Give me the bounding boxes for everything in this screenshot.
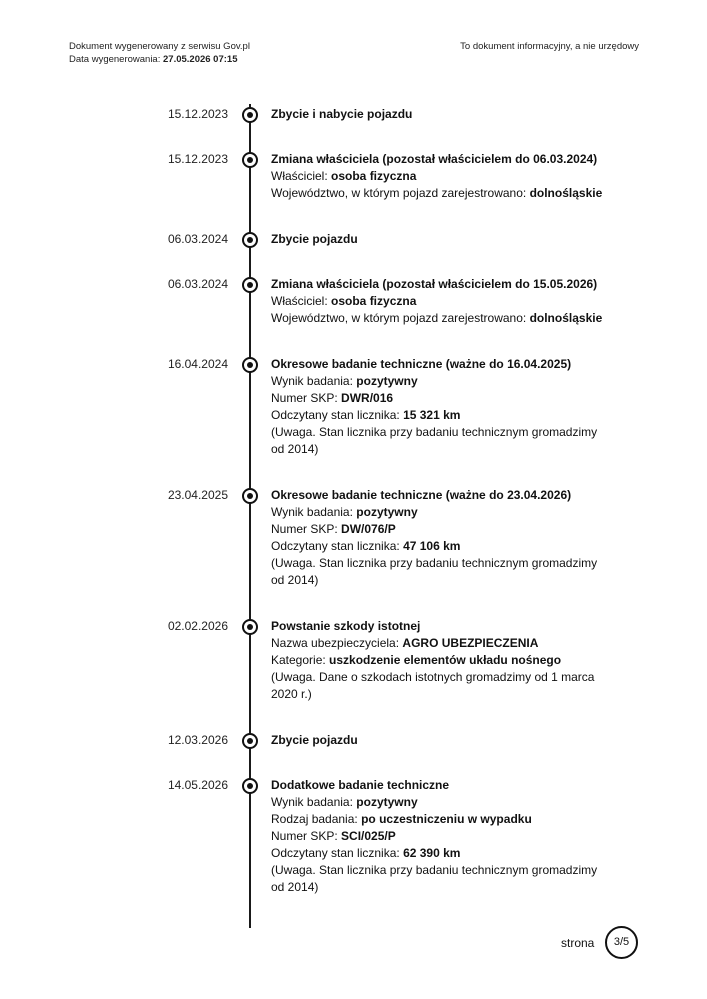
event-detail: Numer SKP: DW/076/P [271, 522, 396, 536]
event-content [271, 151, 611, 202]
event-title: Zmiana właściciela (pozostał właścicielem do 15.05.2026) [271, 277, 598, 291]
generated-date-value: 27.05.2026 07:15 [163, 54, 238, 65]
page-number-badge: 3/5 [605, 926, 638, 959]
event-title: Okresowe badanie techniczne (ważne do 23.04.2026) [271, 488, 572, 502]
timeline-line [249, 104, 251, 928]
generated-date-label: Data wygenerowania: [69, 54, 161, 65]
timeline-dot-icon [242, 778, 258, 794]
event-detail: Województwo, w którym pojazd zarejestrowano: dolnośląskie [271, 311, 603, 325]
event-content [271, 356, 611, 458]
event-date: 06.03.2024 [167, 232, 228, 246]
timeline-dot-icon [242, 232, 258, 248]
event-detail: Odczytany stan licznika: 62 390 km [271, 846, 461, 860]
page-label: strona [561, 936, 595, 950]
timeline-dot-icon [242, 277, 258, 293]
event-detail: Województwo, w którym pojazd zarejestrowano: dolnośląskie [271, 186, 603, 200]
event-title: Zmiana właściciela (pozostał właścicielem do 06.03.2024) [271, 152, 598, 166]
event-note: (Uwaga. Stan licznika przy badaniu technicznym gromadzimy od 2014) [271, 425, 598, 456]
event-date: 15.12.2023 [167, 107, 228, 121]
event-title: Dodatkowe badanie techniczne [271, 778, 450, 792]
event-detail: Kategorie: uszkodzenie elementów układu nośnego [271, 653, 562, 667]
timeline-dot-icon [242, 357, 258, 373]
event-detail: Odczytany stan licznika: 15 321 km [271, 408, 461, 422]
event-date: 12.03.2026 [167, 733, 228, 747]
event-title: Zbycie i nabycie pojazdu [271, 107, 413, 121]
event-content [271, 777, 611, 896]
event-detail: Nazwa ubezpieczyciela: AGRO UBEZPIECZENIA [271, 636, 539, 650]
event-content [271, 276, 611, 327]
event-note: (Uwaga. Dane o szkodach istotnych gromadzimy od 1 marca 2020 r.) [271, 670, 595, 701]
event-date: 16.04.2024 [167, 357, 228, 371]
event-title: Zbycie pojazdu [271, 232, 358, 246]
event-detail: Wynik badania: pozytywny [271, 795, 418, 809]
event-detail: Właściciel: osoba fizyczna [271, 169, 417, 183]
event-date: 23.04.2025 [167, 488, 228, 502]
event-content [271, 106, 611, 123]
event-content [271, 732, 611, 749]
event-note: (Uwaga. Stan licznika przy badaniu technicznym gromadzimy od 2014) [271, 556, 598, 587]
timeline-dot-icon [242, 733, 258, 749]
header-disclaimer: To dokument informacyjny, a nie urzędowy [460, 41, 639, 52]
generated-date-line [69, 53, 250, 66]
event-content [271, 487, 611, 589]
event-detail: Wynik badania: pozytywny [271, 374, 418, 388]
timeline-dot-icon [242, 107, 258, 123]
generated-from-text: Dokument wygenerowany z serwisu Gov.pl [69, 41, 250, 52]
event-content [271, 618, 611, 703]
event-content [271, 231, 611, 248]
event-title: Powstanie szkody istotnej [271, 619, 421, 633]
event-date: 15.12.2023 [167, 152, 228, 166]
timeline-dot-icon [242, 152, 258, 168]
event-detail: Odczytany stan licznika: 47 106 km [271, 539, 461, 553]
event-title: Zbycie pojazdu [271, 733, 358, 747]
event-date: 02.02.2026 [167, 619, 228, 633]
event-note: (Uwaga. Stan licznika przy badaniu technicznym gromadzimy od 2014) [271, 863, 598, 894]
event-detail: Rodzaj badania: po uczestniczeniu w wypadku [271, 812, 532, 826]
event-detail: Wynik badania: pozytywny [271, 505, 418, 519]
event-title: Okresowe badanie techniczne (ważne do 16.04.2025) [271, 357, 572, 371]
event-detail: Właściciel: osoba fizyczna [271, 294, 417, 308]
event-date: 14.05.2026 [167, 778, 228, 792]
timeline-dot-icon [242, 619, 258, 635]
event-detail: Numer SKP: DWR/016 [271, 391, 394, 405]
event-detail: Numer SKP: SCI/025/P [271, 829, 396, 843]
header-source [69, 40, 250, 66]
timeline-dot-icon [242, 488, 258, 504]
event-date: 06.03.2024 [167, 277, 228, 291]
